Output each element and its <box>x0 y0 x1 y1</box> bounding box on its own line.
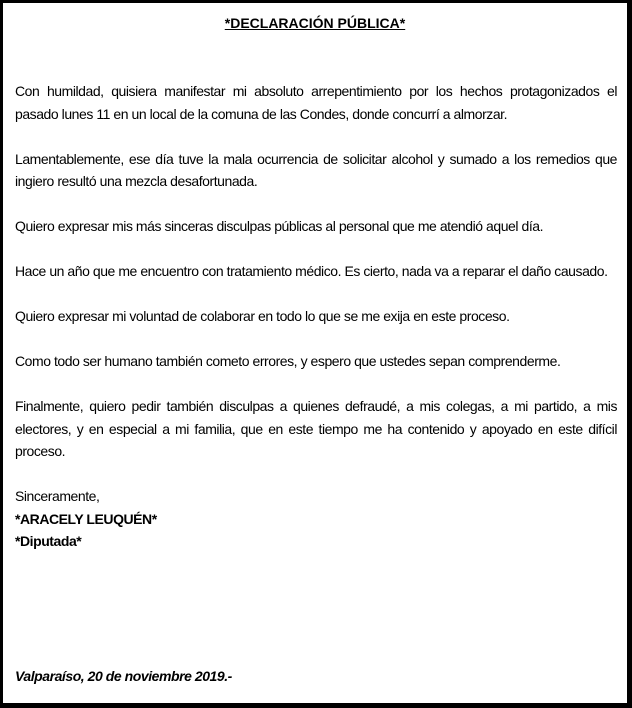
signature-closing: Sinceramente, <box>15 488 100 504</box>
signature-block <box>15 485 617 553</box>
document-body <box>15 80 617 553</box>
paragraph-errors: Como todo ser humano también cometo errores, y espero que ustedes sepan comprenderme. <box>15 353 561 369</box>
paragraph-staff-apology: Quiero expresar mis más sinceras disculpas públicas al personal que me atendió aquel día. <box>15 218 544 234</box>
signature-role: *Diputada* <box>15 533 82 549</box>
paragraph-treatment: Hace un año que me encuentro con tratamiento médico. Es cierto, nada va a reparar el daño causado. <box>15 263 608 279</box>
signature-name: *ARACELY LEUQUÉN* <box>15 510 157 527</box>
paragraph-apology: Con humildad, quisiera manifestar mi absoluto arrepentimiento por los hechos protagonizados el pasado lunes 11 en un local de la comuna de las Condes, donde concurrí a almorzar. <box>15 83 617 122</box>
paragraph-alcohol: Lamentablemente, ese día tuve la mala ocurrencia de solicitar alcohol y sumado a los remedios que ingiero resultó una mezcla desafortunada. <box>15 150 617 189</box>
document-title: *DECLARACIÓN PÚBLICA* <box>224 15 406 31</box>
place-date: Valparaíso, 20 de noviembre 2019.- <box>15 668 232 684</box>
paragraph-collaborate: Quiero expresar mi voluntad de colaborar en todo lo que se me exija en este proceso. <box>15 308 510 324</box>
paragraph-final-apology: Finalmente, quiero pedir también disculpas a quienes defraudé, a mis colegas, a mi partido, a mis electores, y en especial a mi familia, que en este tiempo me ha contenido y apoyado en este difícil proceso. <box>15 398 617 459</box>
